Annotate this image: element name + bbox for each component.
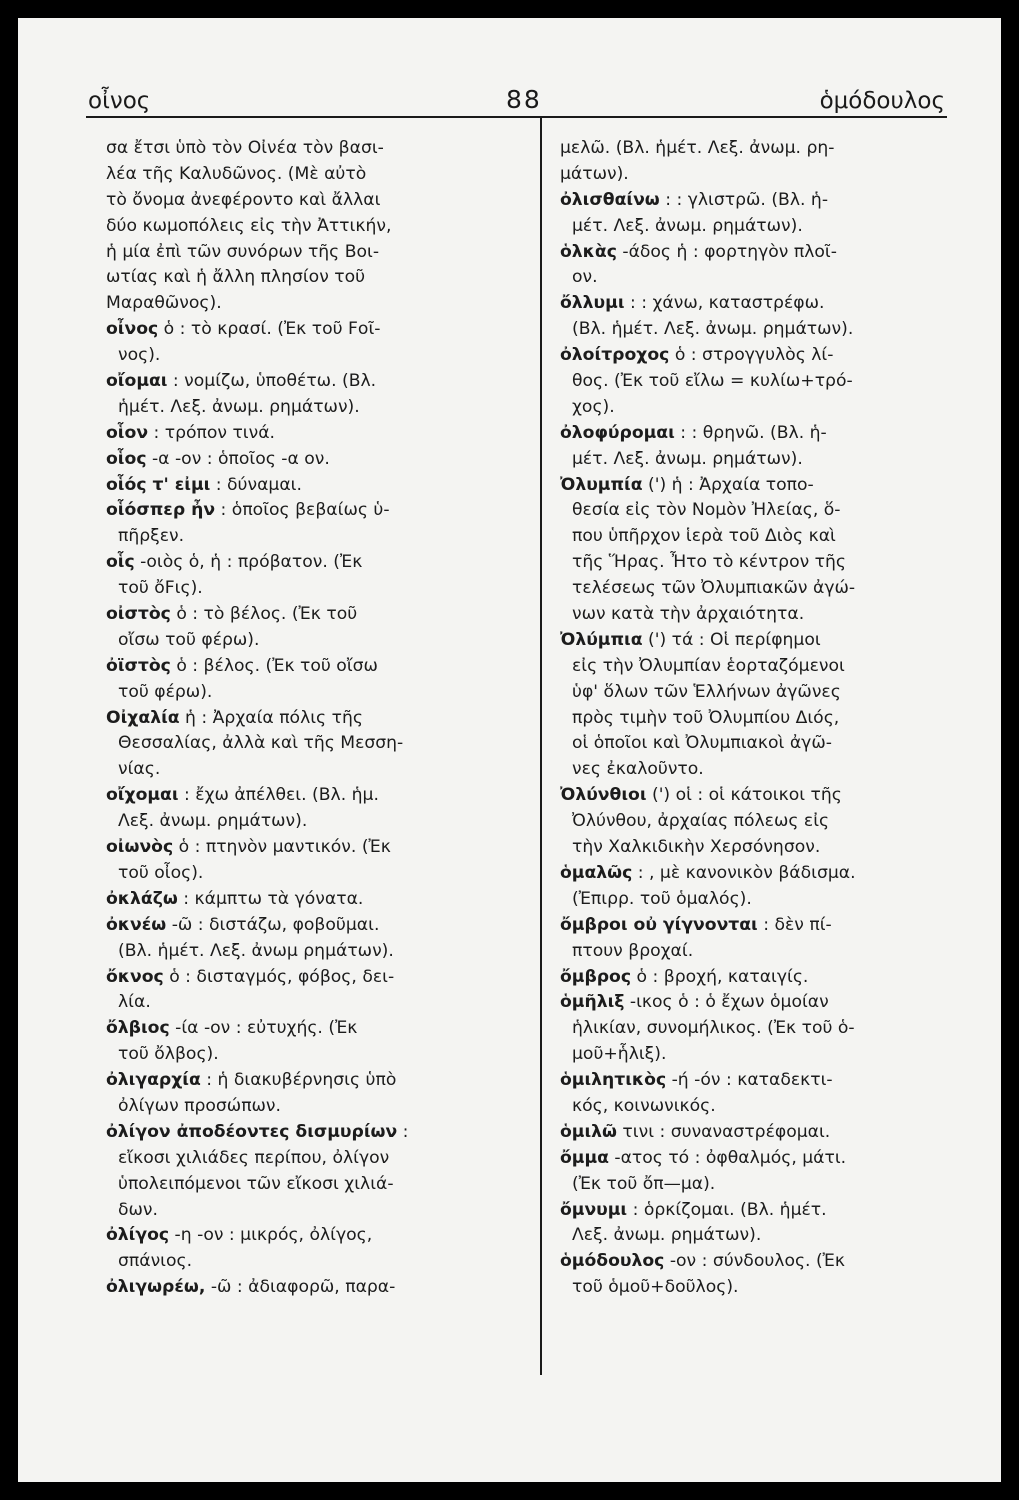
- entry-line: θεσία εἰς τὸν Νομὸν Ἠλείας, ὅ-: [572, 500, 841, 521]
- headword: ὀλιγαρχία: [106, 1070, 201, 1091]
- entry-line: ἡλικίαν, συνομήλικος. (Ἐκ τοῦ ὁ-: [572, 1018, 855, 1039]
- entry-line: Θεσσαλίας, ἀλλὰ καὶ τῆς Μεσση-: [118, 733, 404, 754]
- entry-line: τὸ ὄνομα ἀνεφέροντο καὶ ἄλλαι: [106, 189, 381, 210]
- headword: Ὀλύμπια: [560, 629, 643, 650]
- entry-line: λέα τῆς Καλυδῶνος. (Μὲ αὐτὸ: [106, 163, 367, 184]
- entry-line: Λεξ. ἀνωμ. ρημάτων).: [118, 811, 308, 832]
- headword: ὄκνος: [106, 966, 164, 987]
- entry-line: εἰς τὴν Ὀλυμπίαν ἑορταζόμενοι: [572, 655, 845, 676]
- entry-line: ὁμαλῶς : , μὲ κανονικὸν βάδισμα.: [560, 862, 856, 883]
- entry-line: ὁλκὰς -άδος ἡ : φορτηγὸν πλοῖ-: [560, 241, 837, 262]
- headword: Ὀλύνθιοι: [560, 785, 647, 806]
- headword: οἴχομαι: [106, 785, 179, 806]
- entry-line: τοῦ φέρω).: [118, 681, 213, 702]
- entry-line: ὀκλάζω : κάμπτω τὰ γόνατα.: [106, 888, 364, 909]
- headword: οἴομαι: [106, 371, 168, 392]
- headword: ὀκλάζω: [106, 888, 178, 909]
- entry-line: τοῦ ὄϜις).: [118, 578, 203, 599]
- entry-line: οἷον : τρόπον τινά.: [106, 422, 276, 443]
- entry-line: (Ἐπιρρ. τοῦ ὁμαλός).: [572, 888, 752, 909]
- entry-line: θος. (Ἐκ τοῦ εἴλω = κυλίω+τρό-: [572, 371, 853, 392]
- entry-line: τὴν Χαλκιδικὴν Χερσόνησον.: [572, 837, 821, 858]
- headword: οἷς: [106, 552, 135, 573]
- headword: ὁλκὰς: [560, 241, 617, 262]
- entry-line: οἷόσπερ ἦν : ὁποῖος βεβαίως ὑ-: [106, 500, 390, 521]
- entry-line: χος).: [572, 396, 615, 417]
- headword: ὀλίγος: [106, 1225, 170, 1246]
- header-first-word: οἶνος: [88, 88, 151, 114]
- entry-line: δύο κωμοπόλεις εἰς τὴν Ἀττικήν,: [106, 215, 392, 236]
- headword: ὀλιγωρέω,: [106, 1277, 206, 1298]
- headword: ὁμῆλιξ: [560, 992, 625, 1013]
- headword: ὀϊστὸς: [106, 655, 171, 676]
- entry-line: οἱ ὁποῖοι καὶ Ὀλυμπιακοὶ ἀγῶ-: [572, 733, 832, 754]
- headword: οἷός τ' εἰμι: [106, 474, 211, 495]
- entry-line: νος).: [118, 345, 161, 366]
- entry-line: νες ἐκαλοῦντο.: [572, 759, 704, 780]
- entry-line: σπάνιος.: [118, 1251, 193, 1272]
- entry-line: ὄκνος ὁ : δισταγμός, φόβος, δει-: [106, 966, 395, 987]
- entry-line: ὄλβιος -ία -ον : εὐτυχής. (Ἐκ: [106, 1018, 358, 1039]
- headword: οἶνος: [106, 319, 159, 340]
- entry-line: (Ἐκ τοῦ ὄπ—μα).: [572, 1173, 716, 1194]
- headword: Ὀλυμπία: [560, 474, 643, 495]
- entry-line: ἡμέτ. Λεξ. ἀνωμ. ρημάτων).: [118, 396, 360, 417]
- entry-line: ὁμῆλιξ -ικος ὁ : ὁ ἔχων ὁμοίαν: [560, 992, 829, 1013]
- entry-line: ἡ μία ἐπὶ τῶν συνόρων τῆς Βοι-: [106, 241, 380, 262]
- entry-line: μοῦ+ἧλιξ).: [572, 1044, 667, 1065]
- entry-line: ὀλίγος -η -ον : μικρός, ὀλίγος,: [106, 1225, 373, 1246]
- entry-line: πῆρξεν.: [118, 526, 185, 547]
- entry-line: οἷς -οιὸς ὁ, ἡ : πρόβατον. (Ἐκ: [106, 552, 363, 573]
- headword: ὀλοίτροχος: [560, 345, 670, 366]
- page-number: 88: [506, 85, 542, 114]
- entry-line: ὀλισθαίνω : : γλιστρῶ. (Βλ. ἡ-: [560, 189, 829, 210]
- entry-line: Ὀλύνθου, ἀρχαίας πόλεως εἰς: [572, 811, 830, 832]
- headword: οἰστὸς: [106, 604, 171, 625]
- entry-line: Ὀλύμπια (') τά : Οἱ περίφημοι: [560, 629, 821, 650]
- entry-line: εἴκοσι χιλιάδες περίπου, ὀλίγον: [118, 1147, 390, 1168]
- entry-line: ὁμιλῶ τινι : συναναστρέφομαι.: [560, 1121, 831, 1142]
- headword: ὁμόδουλος: [560, 1251, 665, 1272]
- entry-line: οἷος -α -ον : ὁποῖος -α ον.: [106, 448, 330, 469]
- entry-line: οἰωνὸς ὁ : πτηνὸν μαντικόν. (Ἐκ: [106, 837, 391, 858]
- headword: ὀλίγον ἀποδέοντες δισμυρίων: [106, 1121, 398, 1142]
- entry-line: Λεξ. ἀνωμ. ρημάτων).: [572, 1225, 762, 1246]
- entry-line: ὀλίγων προσώπων.: [118, 1095, 281, 1116]
- left-column: [106, 136, 516, 1301]
- headword: οἷος: [106, 448, 147, 469]
- entry-line: ὀλιγαρχία : ἡ διακυβέρνησις ὑπὸ: [106, 1070, 397, 1091]
- entry-line: ὀλοίτροχος ὁ : στρογγυλὸς λί-: [560, 345, 834, 366]
- headword: ὁμιλῶ: [560, 1121, 617, 1142]
- entry-line: ὑφ' ὅλων τῶν Ἑλλήνων ἀγῶνες: [572, 681, 841, 702]
- headword: ὄμβρος: [560, 966, 632, 987]
- entry-line: οἴχομαι : ἔχω ἀπέλθει. (Βλ. ἡμ.: [106, 785, 379, 806]
- entry-line: μελῶ. (Βλ. ἡμέτ. Λεξ. ἀνωμ. ρη-: [560, 138, 835, 158]
- entry-line: που ὑπῆρχον ἱερὰ τοῦ Διὸς καὶ: [572, 526, 836, 547]
- headword: ὀλισθαίνω: [560, 189, 660, 210]
- headword: ὄλβιος: [106, 1018, 170, 1039]
- page-header: [86, 82, 947, 118]
- header-last-word: ὁμόδουλος: [819, 88, 945, 114]
- entry-line: οἶνος ὁ : τὸ κρασί. (Ἐκ τοῦ Ϝοῖ-: [106, 319, 381, 340]
- headword: ὁμιλητικὸς: [560, 1070, 667, 1091]
- entry-line: (Βλ. ἡμέτ. Λεξ. ἀνωμ ρημάτων).: [118, 940, 394, 961]
- entry-line: οἴσω τοῦ φέρω).: [118, 629, 260, 650]
- entry-line: κός, κοινωνικός.: [572, 1095, 716, 1116]
- entry-line: οἷός τ' εἰμι : δύναμαι.: [106, 474, 302, 495]
- entry-line: ὑπολειπόμενοι τῶν εἴκοσι χιλιά-: [118, 1173, 394, 1194]
- headword: ὁμαλῶς: [560, 862, 633, 883]
- entry-line: τῆς Ἥρας. Ἦτο τὸ κέντρον τῆς: [572, 552, 846, 573]
- entry-line: ὄμβρος ὁ : βροχή, καταιγίς.: [560, 966, 809, 987]
- column-divider: [540, 118, 542, 1375]
- entry-line: ὁμιλητικὸς -ή -όν : καταδεκτι-: [560, 1070, 833, 1091]
- entry-line: ὄμμα -ατος τό : ὀφθαλμός, μάτι.: [560, 1147, 847, 1168]
- entry-line: ὀλίγον ἀποδέοντες δισμυρίων :: [106, 1121, 409, 1142]
- entry-line: Μαραθῶνος).: [106, 293, 222, 314]
- headword: ὄμνυμι: [560, 1199, 628, 1220]
- entry-line: μάτων).: [560, 163, 629, 184]
- entry-line: Ὀλύνθιοι (') οἱ : οἱ κάτοικοι τῆς: [560, 785, 842, 806]
- entry-line: ὄλλυμι : : χάνω, καταστρέφω.: [560, 293, 825, 314]
- entry-line: ὀϊστὸς ὁ : βέλος. (Ἐκ τοῦ οἴσω: [106, 655, 378, 676]
- headword: ὀκνέω: [106, 914, 167, 935]
- entry-line: μέτ. Λεξ. ἀνωμ. ρημάτων).: [572, 448, 803, 469]
- dictionary-page: [18, 18, 1001, 1482]
- entry-line: ον.: [572, 267, 598, 288]
- right-column: [560, 136, 968, 1301]
- entry-line: τοῦ ὁμοῦ+δοῦλος).: [572, 1277, 739, 1298]
- entry-line: τοῦ ὄλβος).: [118, 1044, 219, 1065]
- entry-line: πρὸς τιμὴν τοῦ Ὀλυμπίου Διός,: [572, 707, 840, 728]
- entry-line: Οἰχαλία ἡ : Ἀρχαία πόλις τῆς: [106, 707, 363, 728]
- entry-line: νίας.: [118, 759, 161, 780]
- headword: οἷόσπερ ἦν: [106, 500, 216, 521]
- headword: ὀλοφύρομαι: [560, 422, 675, 443]
- entry-line: τοῦ οἶος).: [118, 862, 204, 883]
- headword: οἷον: [106, 422, 149, 443]
- headword: ὄμβροι οὐ γίγνονται: [560, 914, 758, 935]
- entry-line: τελέσεως τῶν Ὀλυμπιακῶν ἀγώ-: [572, 578, 856, 599]
- entry-line: δων.: [118, 1199, 158, 1220]
- headword: ὄλλυμι: [560, 293, 625, 314]
- entry-line: πτουν βροχαί.: [572, 940, 694, 961]
- entry-line: λία.: [118, 992, 151, 1013]
- entry-line: Ὀλυμπία (') ἡ : Ἀρχαία τοπο-: [560, 474, 814, 495]
- entry-line: οἰστὸς ὁ : τὸ βέλος. (Ἐκ τοῦ: [106, 604, 358, 625]
- entry-line: ὀλοφύρομαι : : θρηνῶ. (Βλ. ἡ-: [560, 422, 827, 443]
- headword: οἰωνὸς: [106, 837, 174, 858]
- entry-line: (Βλ. ἡμέτ. Λεξ. ἀνωμ. ρημάτων).: [572, 319, 854, 340]
- headword: ὄμμα: [560, 1147, 609, 1168]
- entry-line: νων κατὰ τὴν ἀρχαιότητα.: [572, 604, 805, 625]
- entry-line: ὀλιγωρέω, -ῶ : ἀδιαφορῶ, παρα-: [106, 1277, 396, 1298]
- headword: Οἰχαλία: [106, 707, 180, 728]
- entry-line: ωτίας καὶ ἡ ἄλλη πλησίον τοῦ: [106, 267, 366, 288]
- entry-line: σα ἔτσι ὑπὸ τὸν Οἰνέα τὸν βασι-: [106, 138, 384, 158]
- entry-line: μέτ. Λεξ. ἀνωμ. ρημάτων).: [572, 215, 803, 236]
- entry-line: ὄμβροι οὐ γίγνονται : δὲν πί-: [560, 914, 832, 935]
- entry-line: ὀκνέω -ῶ : διστάζω, φοβοῦμαι.: [106, 914, 380, 935]
- entry-line: ὄμνυμι : ὁρκίζομαι. (Βλ. ἡμέτ.: [560, 1199, 827, 1220]
- entry-line: οἴομαι : νομίζω, ὑποθέτω. (Βλ.: [106, 371, 377, 392]
- entry-line: ὁμόδουλος -ον : σύνδουλος. (Ἐκ: [560, 1251, 846, 1272]
